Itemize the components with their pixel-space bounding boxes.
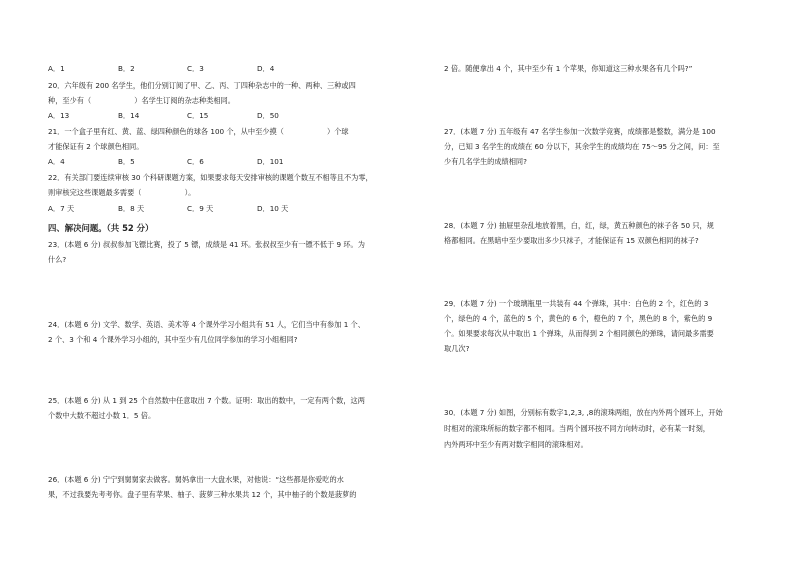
option-b: B．14 (118, 111, 140, 120)
option-d: D．4 (257, 64, 275, 73)
option-d: D．50 (257, 111, 279, 120)
question-27-line-2: 分，已知 3 名学生的成绩在 60 分以下，其余学生的成绩均在 75～95 分之间，问：至 (444, 142, 720, 151)
option-c: C．9 天 (187, 204, 214, 213)
right-column (397, 0, 794, 561)
question-24-line-1: 24．(本题 6 分) 文学、数学、英语、美术等 4 个课外学习小组共有 51 人，它们当中有参加 1 个、 (48, 320, 365, 329)
question-26-line-1: 26．(本题 6 分) 宁宁到舅舅家去做客。舅妈拿出一大盘水果，对他说：“这些都是你爱吃的水 (48, 475, 344, 484)
question-23-line-1: 23．(本题 6 分) 叔叔参加飞镖比赛，投了 5 镖，成绩是 41 环。张叔叔至少有一镖不低于 9 环。为 (48, 240, 365, 249)
question-27-line-1: 27．(本题 7 分) 五年级有 47 名学生参加一次数学竞赛，成绩都是整数，满分是 100 (444, 127, 716, 136)
option-a: A．7 天 (48, 204, 75, 213)
question-20-line-1: 20．六年级有 200 名学生，他们分别订阅了甲、乙、丙、丁四种杂志中的一种、两种、三种或四 (48, 81, 356, 90)
question-20-line-2: 种，至少有（ ）名学生订阅的杂志种类相同。 (48, 96, 235, 105)
option-a: A．1 (48, 64, 65, 73)
option-c: C．3 (187, 64, 204, 73)
question-25-line-2: 个数中大数不超过小数 1．5 倍。 (48, 411, 156, 420)
question-25-line-1: 25．(本题 6 分) 从 1 到 25 个自然数中任意取出 7 个数。证明：取出的数中，一定有两个数，这两 (48, 396, 365, 405)
question-28-line-2: 格都相同。在黑暗中至少要取出多少只袜子，才能保证有 15 双颜色相同的袜子? (444, 236, 699, 245)
question-29-line-3: 个。如果要求每次从中取出 1 个弹珠，从而得到 2 个相同颜色的弹珠，请问最多需要 (444, 329, 714, 338)
question-22-line-2: 则审核完这些课题最多需要（ ）。 (48, 188, 196, 197)
question-30-line-1: 30．(本题 7 分) 如图，分别标有数字1,2,3, ,8的滚珠两组，放在内外两个圆环上，开始 (444, 408, 723, 417)
option-d: D．10 天 (257, 204, 289, 213)
question-29-line-4: 取几次? (444, 344, 470, 353)
question-26-continued: 2 倍。随便拿出 4 个，其中至少有 1 个苹果，你知道这三种水果各有几个吗?” (444, 64, 693, 73)
option-d: D．101 (257, 157, 284, 166)
question-30-line-3: 内外两环中至少有两对数字相同的滚珠相对。 (444, 440, 588, 449)
question-22-line-1: 22．有关部门要连续审核 30 个科研课题方案，如果要求每天安排审核的课题个数互不相等且不为零， (48, 173, 373, 182)
question-24-line-2: 2 个、3 个和 4 个课外学习小组的，其中至少有几位同学参加的学习小组相同? (48, 335, 298, 344)
option-b: B．5 (118, 157, 135, 166)
option-b: B．8 天 (118, 204, 145, 213)
question-29-line-2: 个，绿色的 4 个，蓝色的 5 个，黄色的 6 个，橙色的 7 个，黑色的 8 个，紫色的 9 (444, 314, 713, 323)
question-28-line-1: 28．(本题 7 分) 抽屉里杂乱地放着黑，白，红，绿，黄五种颜色的袜子各 50 只，规 (444, 221, 714, 230)
question-30-line-2: 时相对的滚珠所标的数字都不相同。当两个圆环按不同方向转动时，必有某一时刻， (444, 424, 710, 433)
option-a: A．13 (48, 111, 70, 120)
option-b: B．2 (118, 64, 135, 73)
question-26-line-2: 果，不过我要先考考你。盘子里有苹果、柚子、菠萝三种水果共 12 个，其中柚子的个数是菠萝的 (48, 490, 357, 499)
question-21-line-1: 21．一个盒子里有红、黄、蓝、绿四种颜色的球各 100 个，从中至少摸（ ）个球 (48, 127, 349, 136)
option-a: A．4 (48, 157, 65, 166)
question-23-line-2: 什么? (48, 255, 67, 264)
question-29-line-1: 29．(本题 7 分) 一个玻璃瓶里一共装有 44 个弹珠，其中：白色的 2 个，红色的 3 (444, 299, 709, 308)
question-27-line-3: 少有几名学生的成绩相同? (444, 157, 527, 166)
section-title: 四、解决问题。（共 52 分） (48, 223, 154, 233)
option-c: C．6 (187, 157, 204, 166)
option-c: C．15 (187, 111, 209, 120)
question-21-line-2: 才能保证有 2 个球颜色相同。 (48, 142, 144, 151)
